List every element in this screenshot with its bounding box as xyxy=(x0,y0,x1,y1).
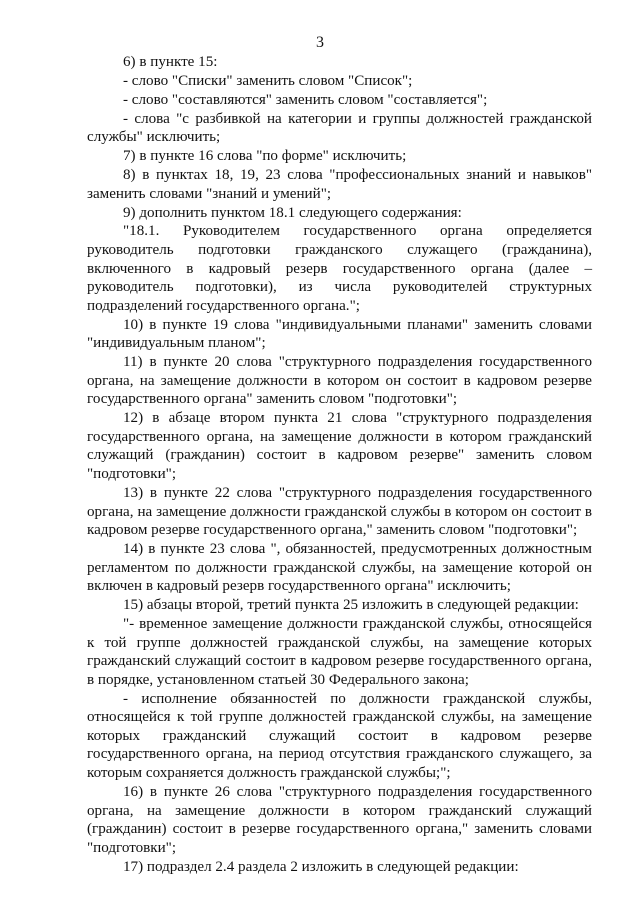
paragraph-sostavlyayutsya: - слово "составляются" заменить словом "составляется"; xyxy=(123,91,488,108)
paragraph-item-11: 11) в пункте 20 слова "структурного подразделения государственного органа, на замещение должности в котором он состоит в кадровом резерве государственного органа" заменить словом "подготовки"; xyxy=(87,354,592,408)
paragraph-item-15: 15) абзацы второй, третий пункта 25 изложить в следующей редакции: xyxy=(123,597,579,614)
paragraph-item-9: 9) дополнить пунктом 18.1 следующего содержания: xyxy=(123,204,462,221)
paragraph-item-13: 13) в пункте 22 слова "структурного подразделения государственного органа, на замещение должности гражданской службы в котором он состоит в кадровом резерве государственного органа," заменить словом "подготовки"; xyxy=(87,484,592,539)
paragraph-razbivka: - слова "с разбивкой на категории и группы должностей гражданской службы" исключить; xyxy=(87,110,592,146)
paragraph-item-10: 10) в пункте 19 слова "индивидуальными планами" заменить словами "индивидуальным планом"; xyxy=(87,316,592,352)
document-body xyxy=(87,53,592,876)
page-number: 3 xyxy=(316,34,324,51)
paragraph-spiski: - слово "Списки" заменить словом "Список"; xyxy=(123,72,413,89)
paragraph-item-8: 8) в пунктах 18, 19, 23 слова "профессиональных знаний и навыков" заменить словами "знаний и умений"; xyxy=(87,167,592,202)
paragraph-item-7: 7) в пункте 16 слова "по форме" исключить; xyxy=(123,148,407,165)
paragraph-item-18-1: "18.1. Руководителем государственного органа определяется руководитель подготовки гражданского служащего (гражданина), включенного в кадровый резерв государственного органа (далее – руководитель подготовки), из числа руководителей структурных подразделений государственного органа."; xyxy=(87,223,592,314)
paragraph-item-6: 6) в пункте 15: xyxy=(123,54,218,70)
paragraph-item-12: 12) в абзаце втором пункта 21 слова "структурного подразделения государственного органа, на замещение должности в котором гражданский служащий (гражданин) состоит в кадровом резерве" заменить словом "подготовки"; xyxy=(87,410,592,483)
paragraph-quote-temporary: "- временное замещение должности гражданской службы, относящейся к той группе должностей гражданской службы, на замещение которых гражданский служащий состоит в кадровом резерве государственного органа, в порядке, установленном статьей 30 Федерального закона; xyxy=(87,615,592,688)
paragraph-item-17: 17) подраздел 2.4 раздела 2 изложить в следующей редакции: xyxy=(123,858,519,875)
paragraph-quote-duties: - исполнение обязанностей по должности гражданской службы, относящейся к той группе должностей гражданской службы, на замещение которых гражданский служащий состоит в кадровом резерве государственного органа, на период отсутствия гражданского служащего, за которым сохраняется должность гражданской службы;"; xyxy=(87,690,592,782)
paragraph-item-14: 14) в пункте 23 слова ", обязанностей, предусмотренных должностным регламентом по должности гражданской службы, на замещение которой он включен в кадровый резерв государственного органа" исключить; xyxy=(87,541,592,595)
paragraph-item-16: 16) в пункте 26 слова "структурного подразделения государственного органа, на замещение должности в котором гражданский служащий (гражданин) состоит в резерве государственного органа," заменить словами "подготовки"; xyxy=(87,783,592,856)
